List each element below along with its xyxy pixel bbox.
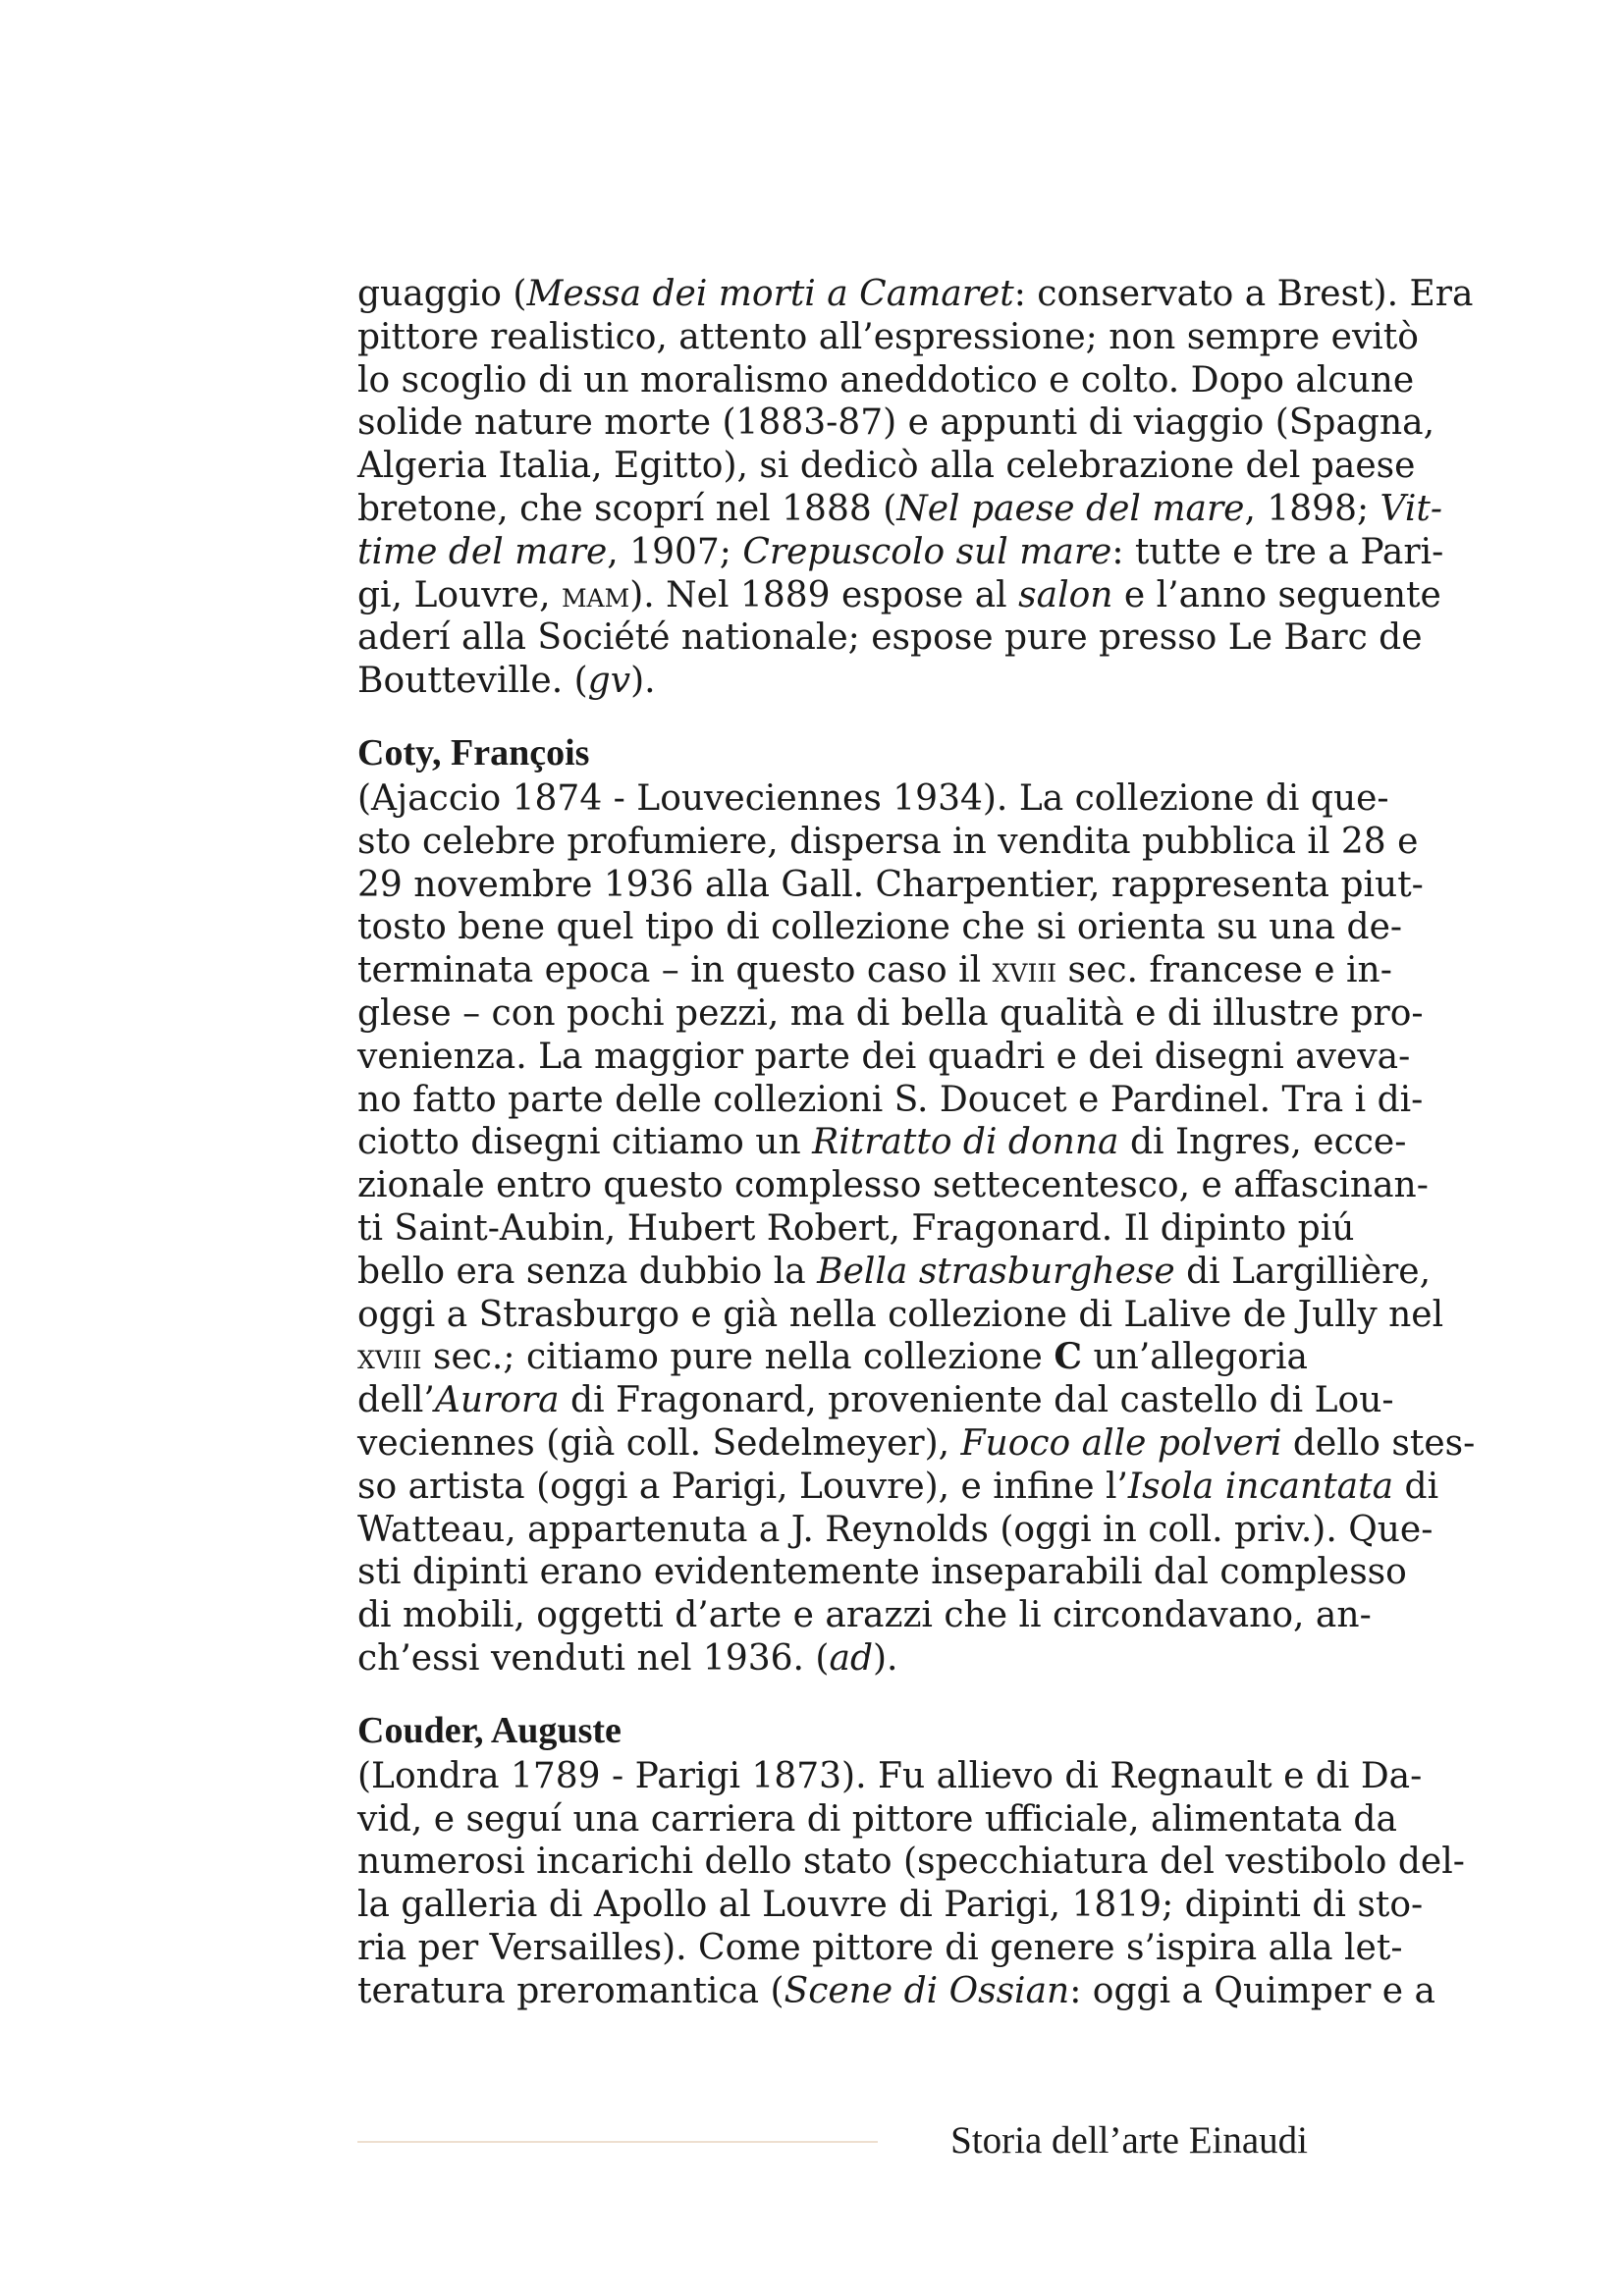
- text-line: glese – con pochi pezzi, ma di bella qualità e di illustre pro-: [357, 992, 1424, 1034]
- text-line: solide nature morte (1883-87) e appunti di viaggio (Spagna,: [357, 402, 1435, 444]
- text-line: veciennes (già coll. Sedelmeyer), Fuoco alle polveri dello stes-: [357, 1422, 1476, 1464]
- entry-heading: Coty, François: [357, 731, 590, 774]
- text-line: numerosi incarichi dello stato (specchiatura del vestibolo del-: [357, 1842, 1465, 1883]
- text-line: ti Saint-Aubin, Hubert Robert, Fragonard. Il dipinto piú: [357, 1207, 1355, 1249]
- entry-couder: [357, 1708, 1465, 2013]
- text-line: gi, Louvre, mam). Nel 1889 espose al salon e l’anno seguente: [357, 574, 1441, 615]
- text-line: guaggio (Messa dei morti a Camaret: conservato a Brest). Era: [357, 274, 1474, 314]
- text-line: (Ajaccio 1874 - Louveciennes 1934). La collezione di que-: [357, 777, 1389, 819]
- page-body: [357, 273, 1476, 2012]
- text-line: oggi a Strasburgo e già nella collezione di Lalive de Jully nel: [357, 1294, 1444, 1335]
- text-line: bello era senza dubbio la Bella strasburghese di Largillière,: [357, 1251, 1432, 1292]
- text-line: bretone, che scoprí nel 1888 (Nel paese del mare, 1898; Vit-: [357, 488, 1443, 529]
- text-line: sto celebre profumiere, dispersa in vendita pubblica il 28 e: [357, 821, 1419, 862]
- text-line: sti dipinti erano evidentemente inseparabili dal complesso: [357, 1552, 1407, 1593]
- entry-body: [357, 777, 1476, 1681]
- text-line: time del mare, 1907; Crepuscolo sul mare: tutte e tre a Pari-: [357, 531, 1444, 572]
- text-line: no fatto parte delle collezioni S. Doucet e Pardinel. Tra i di-: [357, 1079, 1424, 1120]
- text-line: terminata epoca – in questo caso il xviii sec. francese e in-: [357, 950, 1392, 991]
- footer-rule: [357, 2141, 878, 2143]
- text-line: dell’Aurora di Fragonard, proveniente dal castello di Lou-: [357, 1380, 1394, 1421]
- text-line: so artista (oggi a Parigi, Louvre), e infine l’Isola incantata di: [357, 1466, 1439, 1507]
- text-line: Boutteville. (gv).: [357, 661, 656, 702]
- text-line: Watteau, appartenuta a J. Reynolds (oggi in coll. priv.). Que-: [357, 1509, 1434, 1550]
- text-line: Algeria Italia, Egitto), si dedicò alla celebrazione del paese: [357, 446, 1416, 487]
- text-line: teratura preromantica (Scene di Ossian: oggi a Quimper e a: [357, 1970, 1435, 2011]
- entry-heading: Couder, Auguste: [357, 1709, 622, 1751]
- text-line: lo scoglio di un moralismo aneddotico e colto. Dopo alcune: [357, 359, 1415, 400]
- text-line: ch’essi venduti nel 1936. (ad).: [357, 1637, 898, 1679]
- text-line: vid, e seguí una carriera di pittore ufficiale, alimentata da: [357, 1798, 1397, 1840]
- text-line: zionale entro questo complesso settecentesco, e affascinan-: [357, 1165, 1429, 1206]
- text-line: di mobili, oggetti d’arte e arazzi che li circondavano, an-: [357, 1595, 1372, 1636]
- text-line: 29 novembre 1936 alla Gall. Charpentier, rappresenta piut-: [357, 864, 1424, 905]
- text-line: venienza. La maggior parte dei quadri e dei disegni aveva-: [357, 1036, 1411, 1077]
- text-line: (Londra 1789 - Parigi 1873). Fu allievo di Regnault e di Da-: [357, 1755, 1423, 1796]
- entry-coty: [357, 730, 1476, 1681]
- text-line: aderí alla Société nationale; espose pure presso Le Barc de: [357, 617, 1423, 659]
- text-line: pittore realistico, attento all’espressione; non sempre evitò: [357, 316, 1419, 357]
- intro-entry-continuation: [357, 273, 1474, 703]
- footer-title: Storia dell’arte Einaudi: [950, 2119, 1308, 2162]
- text-line: la galleria di Apollo al Louvre di Parigi, 1819; dipinti di sto-: [357, 1885, 1424, 1926]
- text-line: xviii sec.; citiamo pure nella collezione C un’allegoria: [357, 1336, 1308, 1378]
- text-line: tosto bene quel tipo di collezione che si orienta su una de-: [357, 907, 1403, 948]
- entry-body: [357, 1755, 1465, 2013]
- text-line: ciotto disegni citiamo un Ritratto di donna di Ingres, ecce-: [357, 1122, 1407, 1163]
- text-line: ria per Versailles). Come pittore di genere s’ispira alla let-: [357, 1927, 1403, 1968]
